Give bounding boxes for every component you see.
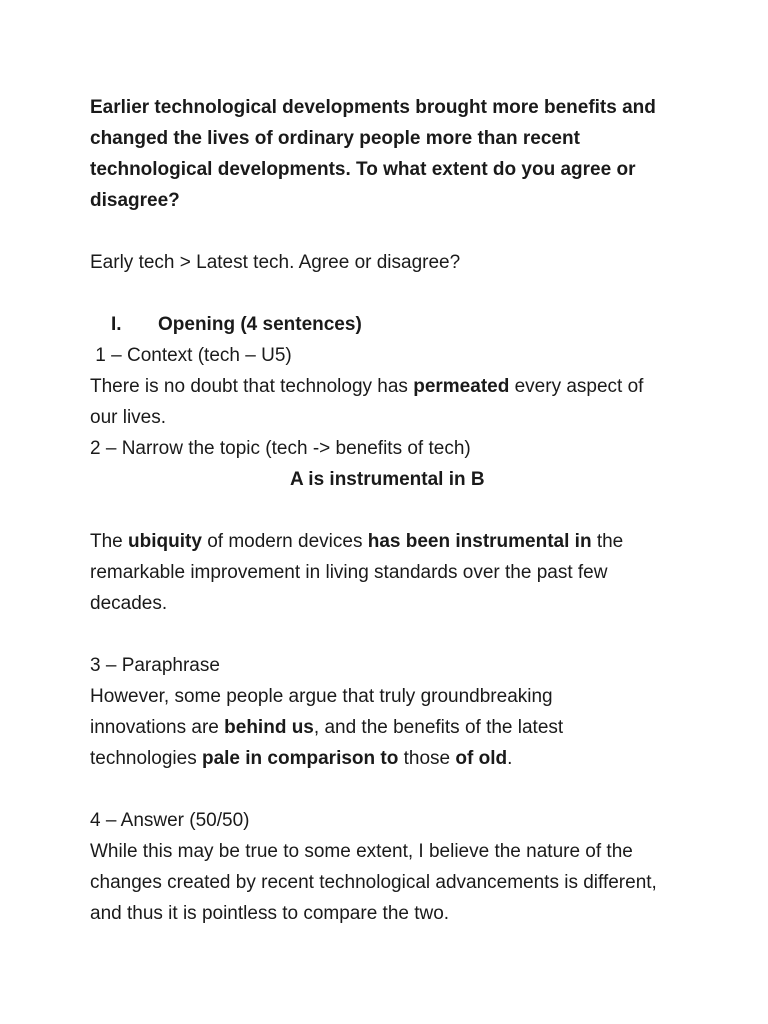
keyword-permeated: permeated	[413, 376, 510, 397]
keyword-behind-us: behind us	[224, 717, 314, 738]
step3-label: 3 – Paraphrase	[90, 655, 220, 676]
text-run: The	[90, 531, 129, 552]
text-run: every aspect of	[509, 376, 644, 397]
text-run: innovations are	[90, 717, 225, 738]
text-run: of modern devices	[201, 531, 368, 552]
formula-line: A is instrumental in B	[290, 469, 485, 490]
text-run: the	[591, 531, 624, 552]
keyword-ubiquity: ubiquity	[128, 531, 202, 552]
step1-text-line	[90, 371, 690, 402]
step4-text-line: changes created by recent technological advancements is different,	[90, 872, 657, 893]
question-line: changed the lives of ordinary people more than recent	[90, 128, 580, 149]
text-run: , and the benefits of the latest	[313, 717, 564, 738]
keyword-instrumental: has been instrumental in	[367, 531, 592, 552]
step2-text-line: decades.	[90, 593, 168, 614]
question-line: technological developments. To what extent do you agree or	[90, 159, 636, 180]
step4-label: 4 – Answer (50/50)	[90, 810, 250, 831]
step2-label: 2 – Narrow the topic (tech -> benefits of tech)	[90, 438, 471, 459]
text-run: .	[507, 748, 513, 769]
section-heading	[90, 309, 690, 340]
summary-line: Early tech > Latest tech. Agree or disagree?	[90, 252, 461, 273]
step2-text-line: remarkable improvement in living standards over the past few	[90, 562, 608, 583]
step4-text-line: While this may be true to some extent, I believe the nature of the	[90, 841, 633, 862]
question-line: Earlier technological developments brought more benefits and	[90, 97, 656, 118]
step1-label: 1 – Context (tech – U5)	[90, 345, 292, 366]
text-run: There is no doubt that technology has	[90, 376, 414, 397]
step3-text-line	[90, 712, 690, 743]
step2-text-line	[90, 526, 690, 557]
document-body	[90, 92, 690, 929]
step3-text-line	[90, 743, 690, 774]
question-line: disagree?	[90, 190, 180, 211]
section-number: I.	[111, 314, 122, 335]
step3-text-line: However, some people argue that truly groundbreaking	[90, 686, 553, 707]
text-run: those	[398, 748, 456, 769]
step1-text-line: our lives.	[90, 407, 167, 428]
keyword-pale-in-comparison: pale in comparison to	[201, 748, 399, 769]
text-run: technologies	[90, 748, 202, 769]
keyword-of-old: of old	[455, 748, 508, 769]
section-title: Opening (4 sentences)	[158, 314, 362, 335]
step4-text-line: and thus it is pointless to compare the two.	[90, 903, 450, 924]
